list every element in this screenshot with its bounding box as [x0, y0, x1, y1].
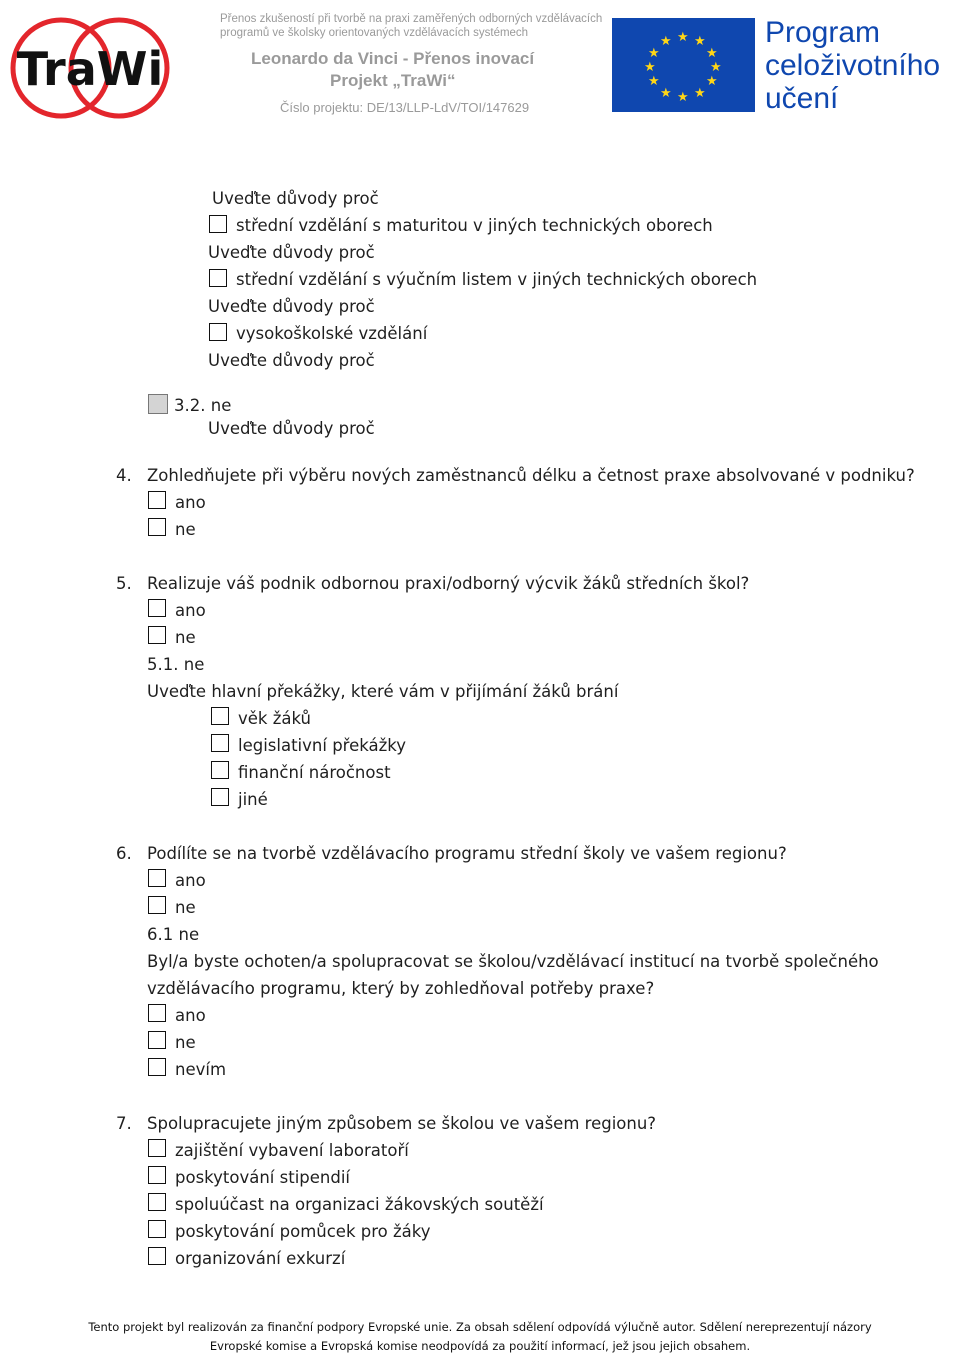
checkbox-exkurze[interactable]	[148, 1247, 166, 1265]
checkbox-laboratore[interactable]	[148, 1139, 166, 1157]
option-label: střední vzdělání s výučním listem v jiných technických oborech	[236, 270, 758, 289]
checkbox-q6-1-ne[interactable]	[148, 1031, 166, 1049]
option-label: ne	[175, 628, 196, 647]
option-label: poskytování stipendií	[175, 1168, 350, 1187]
option-label: finanční náročnost	[238, 763, 391, 782]
checkbox-pomucky[interactable]	[148, 1220, 166, 1238]
checkbox-q6-1-ano[interactable]	[148, 1004, 166, 1022]
option-label: jiné	[238, 790, 268, 809]
checkbox-q4-ne[interactable]	[148, 518, 166, 536]
question-number: 4.	[116, 466, 132, 485]
checkbox-q5-ne[interactable]	[148, 626, 166, 644]
trawi-logo	[6, 8, 174, 126]
checkbox-legislativni[interactable]	[211, 734, 229, 752]
reason-label: Uveďte důvody proč	[208, 297, 375, 316]
checkbox-q6-1-nevim[interactable]	[148, 1058, 166, 1076]
option-label: zajištění vybavení laboratoří	[175, 1141, 409, 1160]
checkbox-vyucni-list[interactable]	[209, 269, 227, 287]
question-5-1-text: Uveďte hlavní překážky, které vám v přijímání žáků brání	[147, 682, 619, 701]
option-label: ano	[175, 871, 206, 890]
trawi-logo-text: TraWi	[16, 42, 164, 96]
checkbox-q4-ano[interactable]	[148, 491, 166, 509]
option-label: ano	[175, 601, 206, 620]
checkbox-q6-ne[interactable]	[148, 896, 166, 914]
option-label: poskytování pomůcek pro žáky	[175, 1222, 431, 1241]
checkbox-vek-zaku[interactable]	[211, 707, 229, 725]
option-label: vysokoškolské vzdělání	[236, 324, 428, 343]
checkbox-jine[interactable]	[211, 788, 229, 806]
footer-line2: Evropské komise a Evropská komise neodpovídá za použití informací, jež jsou jejich obsahem.	[209, 1339, 751, 1353]
option-label: ano	[175, 1006, 206, 1025]
option-label: ano	[175, 493, 206, 512]
checkbox-maturita[interactable]	[209, 215, 227, 233]
option-label: ne	[175, 898, 196, 917]
question-number: 7.	[116, 1114, 132, 1133]
reason-label: Uveďte důvody proč	[208, 351, 375, 370]
header-project-name: Projekt „TraWi“	[330, 71, 456, 90]
header-line2: programů ve školsky orientovaných vzdělávacích systémech	[220, 27, 529, 39]
header-program-title: Leonardo da Vinci - Přenos inovací	[251, 49, 535, 68]
eu-program-line2: celoživotního	[765, 49, 941, 82]
option-label: spoluúčast na organizaci žákovských soutěží	[175, 1195, 544, 1214]
option-label: legislativní překážky	[238, 736, 407, 755]
header-project-number: Číslo projektu: DE/13/LLP-LdV/TOI/147629	[280, 100, 530, 115]
eu-flag-icon: ★ ★ ★ ★ ★ ★ ★ ★ ★ ★ ★ ★	[612, 18, 755, 112]
checkbox-3-2-ne[interactable]	[148, 394, 168, 414]
question-number: 5.	[116, 574, 132, 593]
checkbox-q6-ano[interactable]	[148, 869, 166, 887]
option-label: střední vzdělání s maturitou v jiných technických oborech	[236, 216, 713, 235]
question-6-1-text-line2: vzdělávacího programu, který by zohledňoval potřeby praxe?	[147, 979, 655, 998]
option-label: nevím	[175, 1060, 227, 1079]
eu-program-line3: učení	[765, 82, 839, 115]
checkbox-souteze[interactable]	[148, 1193, 166, 1211]
question-text: Zohledňujete při výběru nových zaměstnanců délku a četnost praxe absolvované v podniku?	[147, 466, 915, 485]
question-text: Spolupracujete jiným způsobem se školou ve vašem regionu?	[147, 1114, 657, 1133]
eu-program-line1: Program	[765, 16, 881, 49]
question-text: Podílíte se na tvorbě vzdělávacího programu střední školy ve vašem regionu?	[147, 844, 787, 863]
question-6-1-text-line1: Byl/a byste ochoten/a spolupracovat se školou/vzdělávací institucí na tvorbě společného	[147, 952, 879, 971]
question-5-1: 5.1. ne	[147, 655, 205, 674]
option-label: věk žáků	[238, 709, 311, 728]
footer-line1: Tento projekt byl realizován za finanční podpory Evropské unie. Za obsah sdělení odpovídá výlučně autor. Sdělení nereprezentují názory	[88, 1320, 872, 1334]
checkbox-vysokoskolske[interactable]	[209, 323, 227, 341]
reason-label: Uveďte důvody proč	[208, 243, 375, 262]
question-3-2: 3.2. ne	[174, 396, 232, 415]
checkbox-financni[interactable]	[211, 761, 229, 779]
header-line1: Přenos zkušeností při tvorbě na praxi zaměřených odborných vzdělávacích	[220, 13, 603, 25]
question-text: Realizuje váš podnik odbornou praxi/odborný výcvik žáků středních škol?	[147, 574, 750, 593]
reason-label: Uveďte důvody proč	[212, 189, 379, 208]
question-6-1: 6.1 ne	[147, 925, 200, 944]
option-label: ne	[175, 520, 196, 539]
checkbox-stipendia[interactable]	[148, 1166, 166, 1184]
checkbox-q5-ano[interactable]	[148, 599, 166, 617]
reason-label: Uveďte důvody proč	[208, 419, 375, 438]
question-number: 6.	[116, 844, 132, 863]
option-label: organizování exkurzí	[175, 1249, 346, 1268]
option-label: ne	[175, 1033, 196, 1052]
